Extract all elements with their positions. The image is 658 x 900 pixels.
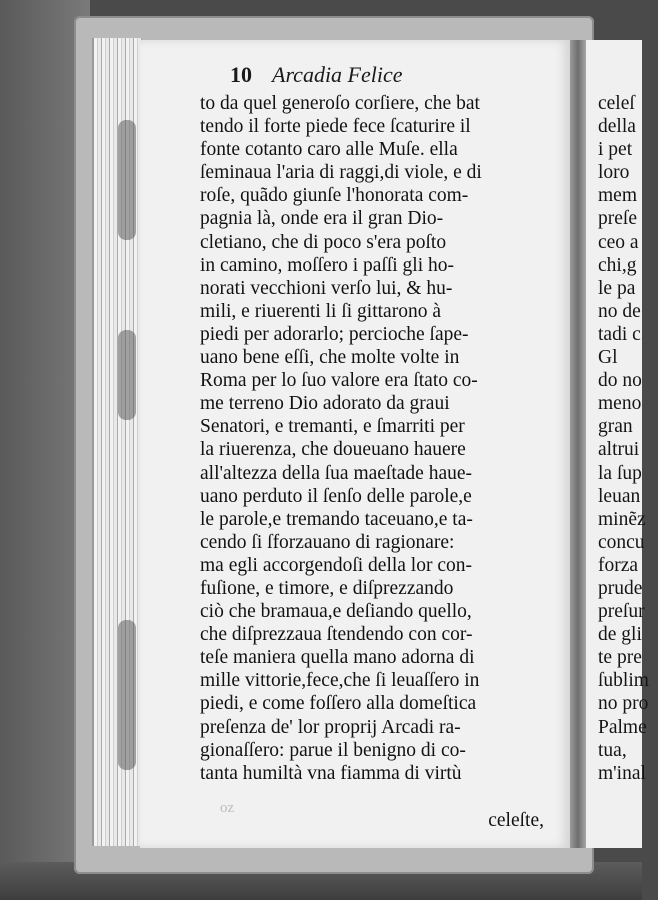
text-fragment: chi,g	[598, 254, 637, 276]
text-line: preſenza de' lor proprij Arcadi ra-	[200, 716, 461, 738]
text-line: gionaſſero: parue il benigno di co-	[200, 739, 466, 761]
text-line: teſe maniera quella mano adorna di	[200, 647, 475, 669]
text-line: ma egli accorgendoſi della lor con-	[200, 554, 472, 576]
edge-stain	[118, 620, 136, 770]
text-fragment: gran	[598, 416, 633, 438]
text-line: uano bene eſſi, che molte volte in	[200, 347, 460, 369]
page-header	[230, 62, 490, 96]
text-fragment: do no	[598, 370, 642, 392]
text-line: Senatori, e tremanti, e ſmarriti per	[200, 416, 465, 438]
text-line: cletiano, che di poco s'era poſto	[200, 231, 447, 253]
text-fragment: minẽz	[598, 508, 646, 530]
text-line: ciò che bramaua,e deſiando quello,	[200, 601, 472, 623]
text-line: ſeminaua l'aria di raggi,di viole, e di	[200, 162, 482, 184]
text-fragment: le pa	[598, 277, 636, 299]
text-line: cendo ſi ſforzauano di ragionare:	[200, 531, 455, 553]
text-fragment: concu	[598, 531, 645, 553]
text-fragment: ceo a	[598, 231, 639, 253]
text-fragment: forza	[598, 554, 639, 576]
text-fragment: no pro	[598, 693, 649, 715]
book-gutter	[570, 40, 586, 848]
text-fragment: loro	[598, 162, 630, 184]
text-line: tendo il forte piede fece ſcaturire il	[200, 116, 471, 138]
text-line: piedi, e come foſſero alla domeſtica	[200, 693, 477, 715]
text-line: in camino, moſſero i paſſi gli ho-	[200, 254, 454, 276]
catchword: celeſte,	[488, 810, 544, 831]
text-line: roſe, quãdo giunſe l'honorata com-	[200, 185, 469, 207]
text-fragment: m'inal	[598, 762, 646, 784]
edge-stain	[118, 120, 136, 240]
edge-stain	[118, 330, 136, 420]
body-text	[200, 92, 560, 785]
text-line: tanta humiltà vna fiamma di virtù	[200, 762, 462, 784]
text-fragment: i pet	[598, 139, 633, 161]
running-title: Arcadia Felice	[272, 62, 403, 87]
ink-show-through: oz	[220, 800, 235, 816]
text-fragment: meno	[598, 393, 642, 415]
text-line: la riuerenza, che doueuano hauere	[200, 439, 466, 461]
text-line: le parole,e tremando taceuano,e ta-	[200, 508, 473, 530]
text-line: pagnia là, onde era il gran Dio-	[200, 208, 444, 230]
text-line: fuſione, e timore, e diſprezzando	[200, 577, 454, 599]
text-line: piedi per adorarlo; percioche ſape-	[200, 323, 469, 345]
text-line: me terreno Dio adorato da graui	[200, 393, 450, 415]
text-fragment: tadi c	[598, 323, 641, 345]
page-number: 10	[230, 62, 252, 87]
text-line: to da quel generoſo corſiere, che bat	[200, 93, 480, 114]
text-line: che diſprezzaua ſtendendo con cor-	[200, 624, 473, 646]
text-fragment: leuan	[598, 485, 641, 507]
text-fragment: celeſ	[598, 93, 635, 114]
right-page-text	[598, 92, 658, 785]
text-fragment: altrui	[598, 439, 640, 461]
text-line: mili, e riuerenti li ſi gittarono à	[200, 300, 441, 322]
text-line: uano perduto il ſenſo delle parole,e	[200, 485, 472, 507]
text-line: all'altezza della ſua maeſtade haue-	[200, 462, 473, 484]
text-fragment: prude	[598, 577, 643, 599]
text-fragment: preſe	[598, 208, 637, 230]
text-fragment: della	[598, 116, 636, 138]
text-line: mille vittorie,fece,che ſi leuaſſero in	[200, 670, 480, 692]
text-fragment: mem	[598, 185, 637, 207]
text-line: fonte cotanto caro alle Muſe. ella	[200, 139, 458, 161]
text-fragment: de gli	[598, 624, 642, 646]
text-fragment: preſur	[598, 601, 645, 623]
text-fragment: la ſup	[598, 462, 642, 484]
text-fragment: te pre	[598, 647, 642, 669]
text-fragment: ſublim	[598, 670, 649, 692]
text-fragment: no de	[598, 300, 641, 322]
text-fragment: Palme	[598, 716, 647, 738]
text-fragment: tua,	[598, 739, 627, 761]
text-fragment: Gl	[598, 347, 618, 369]
text-line: Roma per lo ſuo valore era ſtato co-	[200, 370, 478, 392]
text-line: norati vecchioni verſo lui, & hu-	[200, 277, 453, 299]
